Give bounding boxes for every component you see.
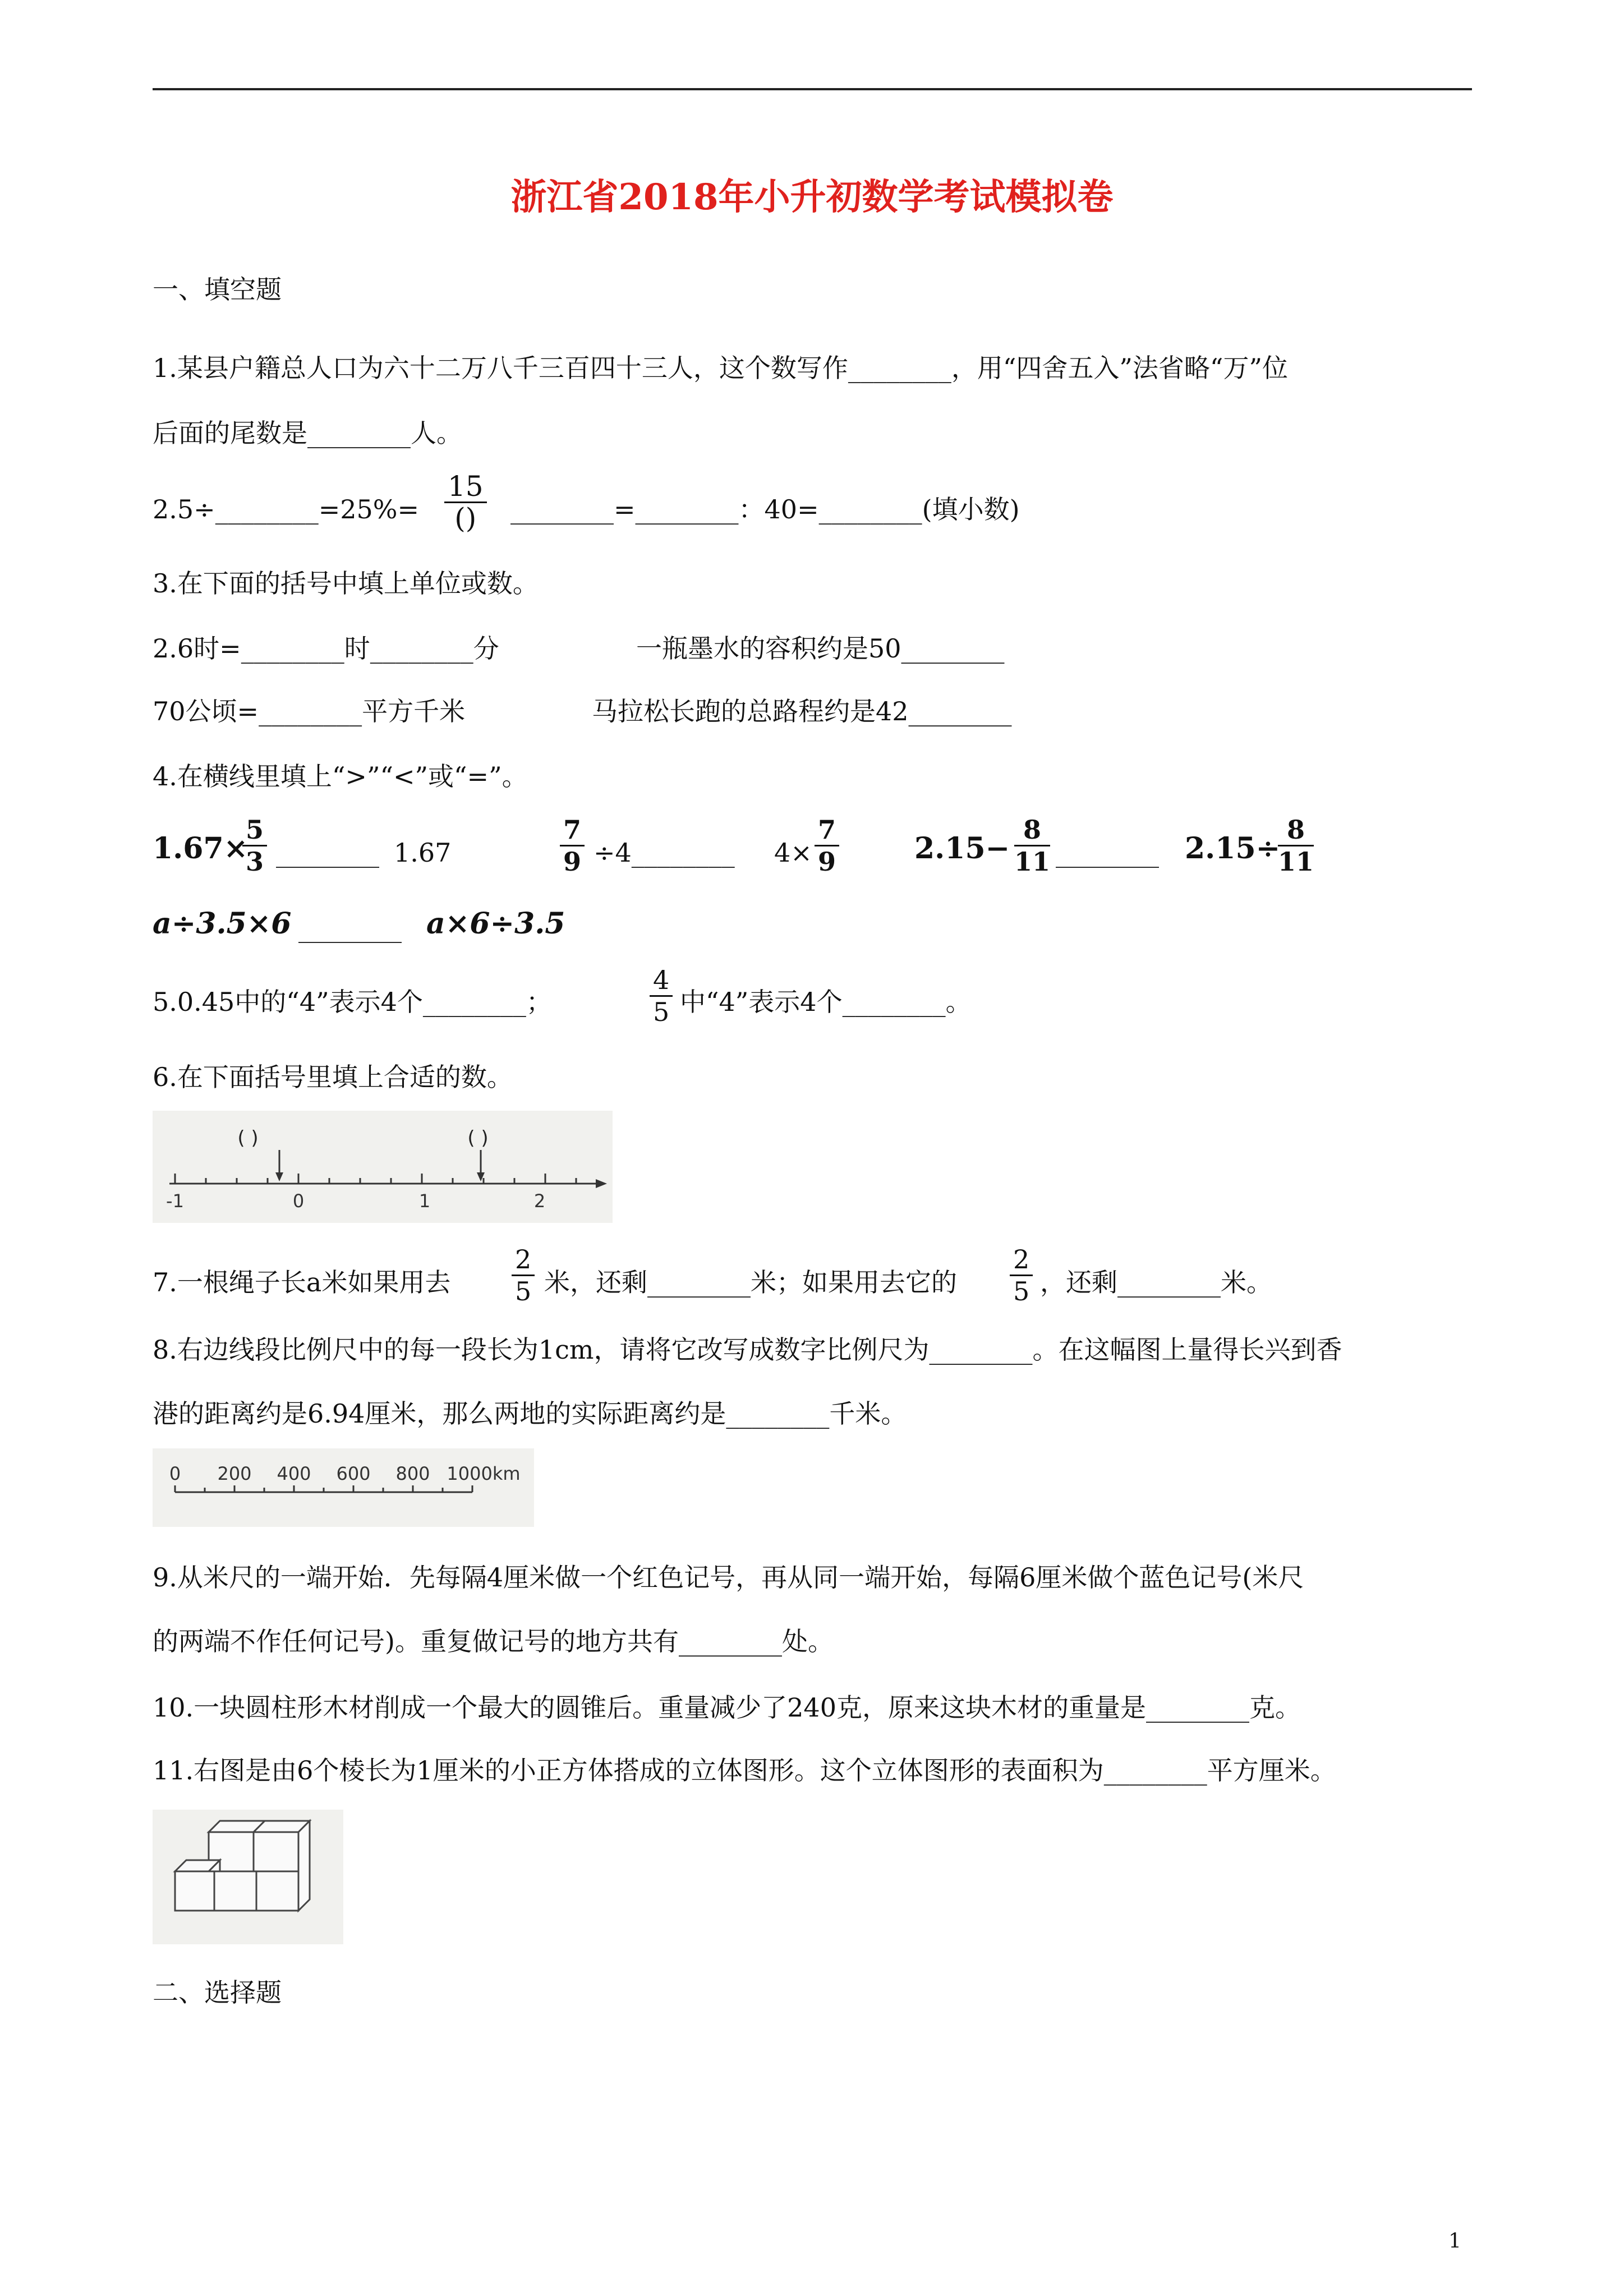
question-4-expr-2-mid: ÷4________ [594, 838, 735, 868]
number-line-label-2: 2 [533, 1190, 546, 1212]
question-1-line-1: 1.某县户籍总人口为六十二万八千三百四十三人，这个数写作________，用“四舍五入”法省略“万”位 [153, 353, 1288, 383]
question-4-expr-1-fraction [242, 815, 267, 877]
question-4-expr-4-blank: ________ [298, 913, 402, 943]
question-10-line-1: 10.一块圆柱形木材削成一个最大的圆锥后。重量减少了240克，原来这块木材的重量是________克。 [153, 1692, 1301, 1723]
question-11-line-1: 11.右图是由6个棱长为1厘米的小正方体搭成的立体图形。这个立体图形的表面积为________平方厘米。 [153, 1755, 1336, 1786]
question-3-item-c: 70公顷=________平方千米 [153, 696, 466, 726]
page-title: 浙江省2018年小升初数学考试模拟卷 [510, 176, 1114, 218]
scale-label-0: 0 [169, 1463, 181, 1484]
scale-label-400: 400 [277, 1463, 311, 1484]
number-line-blank-2: ( ) [467, 1127, 489, 1149]
question-4-expr-3-fraction-right [1278, 815, 1314, 877]
question-5-post: 中“4”表示4个________。 [680, 987, 972, 1017]
question-5-pre: 5.0.45中的“4”表示4个________； [153, 987, 552, 1017]
cube-front-face-4 [214, 1871, 256, 1911]
cube-side-face-right [298, 1821, 310, 1911]
number-line-figure [153, 1111, 613, 1223]
question-3-item-d: 马拉松长跑的总路程约是42________ [592, 696, 1012, 726]
question-4-expr-2-fraction-right [815, 815, 839, 877]
question-7-fraction-2-numerator: 2 [1010, 1244, 1033, 1276]
question-7-fraction-2 [1010, 1244, 1033, 1306]
section-multiple-choice-heading: 二、选择题 [153, 1977, 282, 2008]
question-4-expr-3-right: 2.15÷ [1185, 831, 1281, 866]
question-7-pre: 7.一根绳子长a米如果用去 [153, 1267, 451, 1297]
question-4-expr-4-right: a×6÷3.5 [426, 907, 565, 941]
question-5-denominator: 5 [653, 997, 670, 1027]
question-7-fraction-2-denominator: 5 [1013, 1276, 1030, 1306]
cube-front-face-2 [254, 1832, 298, 1871]
question-4-expr-3b-numerator: 8 [1278, 815, 1314, 846]
scale-bar-background [153, 1448, 534, 1527]
question-4-expr-2b-denominator: 9 [818, 846, 836, 877]
question-4-expr-3-left: 2.15− [914, 831, 1010, 866]
question-4-expr-1-denominator: 3 [246, 846, 264, 877]
question-7-mid: 米，还剩________米；如果用去它的 [544, 1267, 957, 1297]
question-4-expr-4-left: a÷3.5×6 [153, 907, 292, 941]
page-number: 1 [1448, 2230, 1461, 2253]
question-2-pre: 2.5÷________=25%= [153, 494, 420, 524]
question-5-numerator: 4 [650, 965, 673, 997]
question-3-item-b: 一瓶墨水的容积约是50________ [636, 633, 1005, 664]
question-2-fraction-numerator: 15 [444, 471, 487, 503]
scale-label-1000km: 1000km [447, 1463, 521, 1484]
question-4-expr-2-fraction-left [560, 815, 585, 877]
number-line-blank-1: ( ) [237, 1127, 259, 1149]
number-line-label-neg1: -1 [166, 1190, 184, 1212]
question-7-post: ，还剩________米。 [1040, 1267, 1272, 1297]
question-7-fraction-1-denominator: 5 [515, 1276, 532, 1306]
question-8-line-2: 港的距离约是6.94厘米，那么两地的实际距离约是________千米。 [153, 1398, 907, 1429]
question-4-expr-1-numerator: 5 [242, 815, 267, 846]
question-4-expr-2-denominator: 9 [563, 846, 582, 877]
question-9-line-1: 9.从米尺的一端开始．先每隔4厘米做一个红色记号，再从同一端开始，每隔6厘米做个蓝色记号(米尺 [153, 1562, 1304, 1593]
question-2-post: ________=________：40=________(填小数) [510, 494, 1020, 524]
scale-label-600: 600 [336, 1463, 371, 1484]
question-4-expr-2-right: 4× [774, 838, 812, 868]
question-3-item-a: 2.6时=________时________分 [153, 633, 499, 664]
question-8-line-1: 8.右边线段比例尺中的每一段长为1cm，请将它改写成数字比例尺为________。在这幅图上量得长兴到香 [153, 1335, 1342, 1365]
question-6-stem: 6.在下面括号里填上合适的数。 [153, 1062, 513, 1092]
cube-figure [153, 1810, 343, 1944]
question-4-expr-1-left: 1.67× [153, 831, 249, 866]
question-4-expr-2b-numerator: 7 [815, 815, 839, 846]
question-2-fraction [444, 471, 487, 533]
scale-label-800: 800 [395, 1463, 430, 1484]
scale-bar-figure [153, 1448, 534, 1527]
question-1-line-2: 后面的尾数是________人。 [153, 418, 462, 448]
section-fill-blank-heading: 一、填空题 [153, 274, 282, 305]
scale-label-200: 200 [217, 1463, 252, 1484]
question-4-expr-2-numerator: 7 [560, 815, 585, 846]
question-4-expr-1-blank: ________ [276, 838, 379, 868]
cube-front-face-5 [256, 1871, 298, 1911]
question-4-expr-3-fraction-left [1014, 815, 1050, 877]
question-3-stem: 3.在下面的括号中填上单位或数。 [153, 568, 539, 599]
question-2-fraction-denominator: () [454, 502, 477, 535]
question-4-expr-3-blank: ________ [1056, 838, 1159, 868]
number-line-label-1: 1 [418, 1190, 431, 1212]
number-line-label-0: 0 [292, 1190, 305, 1212]
question-4-expr-3b-denominator: 11 [1278, 846, 1314, 877]
question-4-expr-3-denominator: 11 [1014, 846, 1051, 877]
question-4-expr-3-numerator: 8 [1014, 815, 1050, 846]
question-9-line-2: 的两端不作任何记号)。重复做记号的地方共有________处。 [153, 1626, 834, 1657]
question-5-fraction [650, 965, 673, 1027]
question-4-stem: 4.在横线里填上“>”“<”或“=”。 [153, 761, 528, 792]
question-7-fraction-1-numerator: 2 [512, 1244, 535, 1276]
question-4-expr-1-right: 1.67 [394, 838, 452, 868]
cube-front-face-3 [175, 1871, 214, 1911]
header-rule [153, 88, 1472, 90]
question-7-fraction-1 [512, 1244, 535, 1306]
